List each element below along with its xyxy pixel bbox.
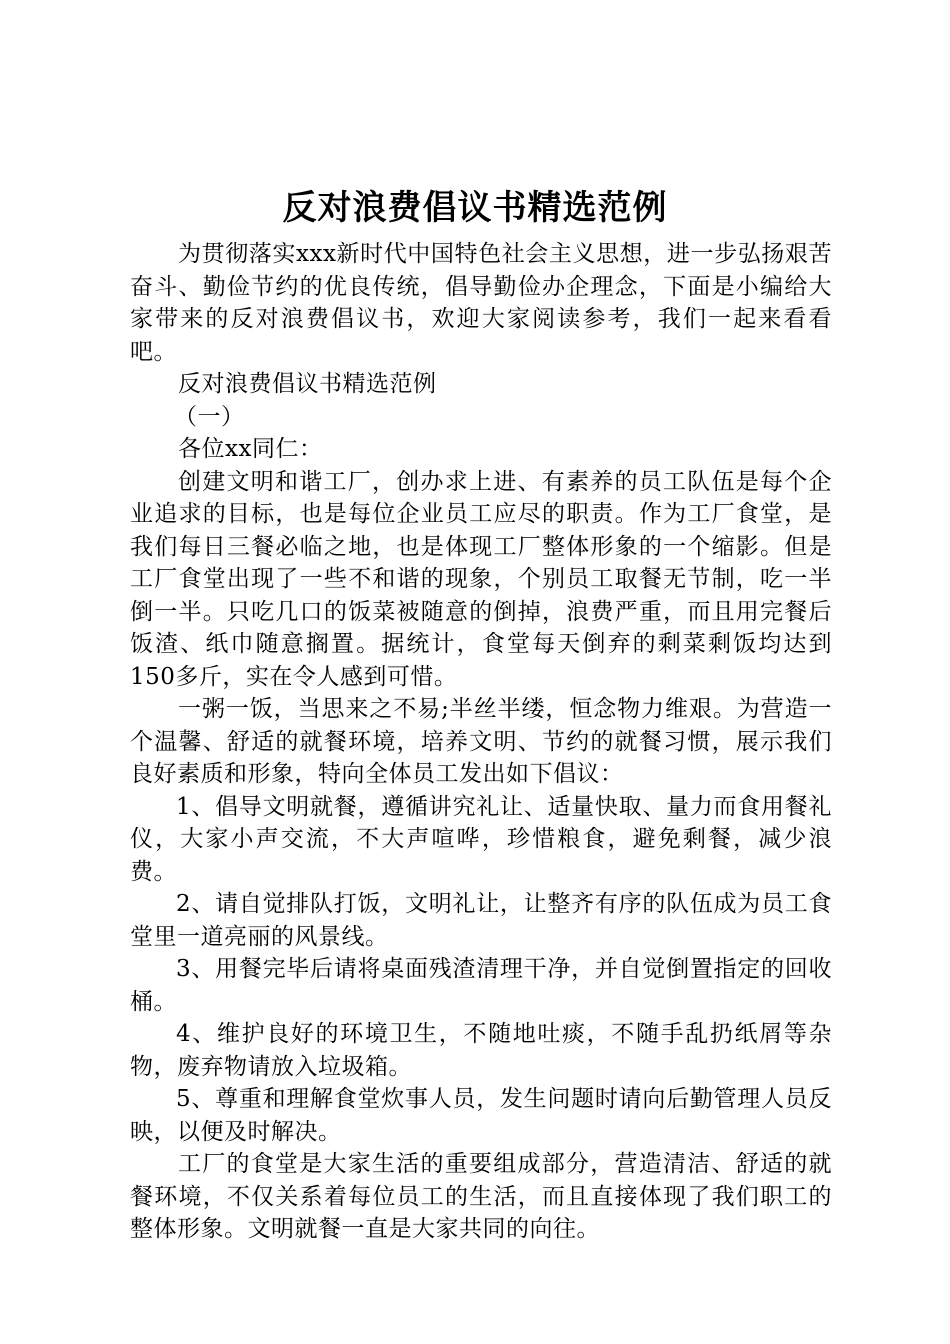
- body-paragraph: 一粥一饭，当思来之不易;半丝半缕，恒念物力维艰。为营造一个温馨、舒适的就餐环境，培养文明、节约的就餐习惯，展示我们良好素质和形象，特向全体员工发出如下倡议：: [130, 696, 832, 787]
- proposal-item-5: 5、尊重和理解食堂炊事人员，发生问题时请向后勤管理人员反映，以便及时解决。: [130, 1086, 832, 1145]
- proposal-item-1: 1、倡导文明就餐，遵循讲究礼让、适量快取、量力而食用餐礼仪，大家小声交流，不大声喧哗，珍惜粮食，避免剩餐，减少浪费。: [130, 793, 832, 885]
- intro-paragraph: 为贯彻落实xxx新时代中国特色社会主义思想，进一步弘扬艰苦奋斗、勤俭节约的优良传统，倡导勤俭办企理念，下面是小编给大家带来的反对浪费倡议书，欢迎大家阅读参考，我们一起来看看吧。: [130, 241, 832, 365]
- body-paragraph: 创建文明和谐工厂，创办求上进、有素养的员工队伍是每个企业追求的目标，也是每位企业员工应尽的职责。作为工厂食堂，是我们每日三餐必临之地，也是体现工厂整体形象的一个缩影。但是工厂食堂出现了一些不和谐的现象，个别员工取餐无节制，吃一半倒一半。只吃几口的饭菜被随意的倒掉，浪费严重，而且用完餐后饭渣、纸巾随意搁置。据统计，食堂每天倒弃的剩菜剩饭均达到150多斤，实在令人感到可惜。: [130, 468, 832, 690]
- section-number: （一）: [174, 403, 245, 430]
- closing-paragraph: 工厂的食堂是大家生活的重要组成部分，营造清洁、舒适的就餐环境，不仅关系着每位员工的生活，而且直接体现了我们职工的整体形象。文明就餐一直是大家共同的向往。: [130, 1151, 832, 1242]
- proposal-item-2: 2、请自觉排队打饭，文明礼让，让整齐有序的队伍成为员工食堂里一道亮丽的风景线。: [130, 891, 832, 950]
- salutation: 各位xx同仁：: [178, 436, 323, 462]
- subtitle-line: 反对浪费倡议书精选范例: [178, 371, 437, 397]
- document-title: 反对浪费倡议书精选范例: [282, 188, 668, 228]
- proposal-item-4: 4、维护良好的环境卫生，不随地吐痰，不随手乱扔纸屑等杂物，废弃物请放入垃圾箱。: [130, 1021, 832, 1080]
- proposal-item-3: 3、用餐完毕后请将桌面残渣清理干净，并自觉倒置指定的回收桶。: [130, 956, 832, 1015]
- document-body: [130, 238, 832, 1246]
